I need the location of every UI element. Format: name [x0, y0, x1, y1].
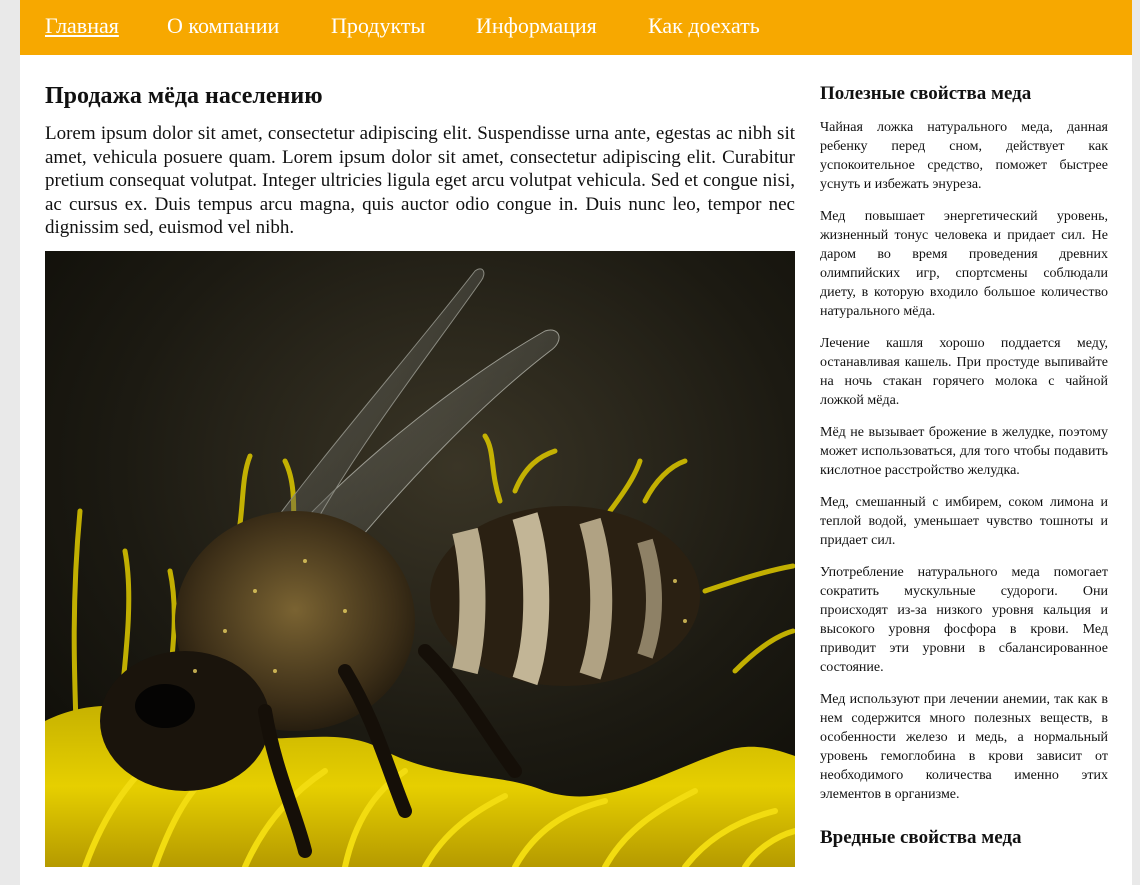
sidebar-paragraph: Мед повышает энергетический уровень, жизненный тонус человека и придает сил. Не даром во время проведения древних олимпийских игр, спортсмены соблюдали диету, в которую входило большое количество натурального мёда.: [820, 209, 1108, 319]
sidebar-title: Полезные свойства меда: [820, 83, 1032, 104]
sidebar-title-harmful: Вредные свойства меда: [820, 827, 1022, 848]
top-nav: [20, 0, 1132, 55]
nav-link-directions[interactable]: Как доехать: [648, 13, 760, 38]
sidebar-paragraph: Чайная ложка натурального меда, данная ребенку перед сном, действует как успокоительное средство, поможет быстрее уснуть и избежать энуреза.: [820, 120, 1108, 192]
sidebar-paragraph: Мед используют при лечении анемии, так как в нем содержится много полезных веществ, в особенности железо и медь, а нормальный уровень гемоглобина в крови зависит от необходимого количества именно этих элементов в организме.: [820, 692, 1108, 802]
main-content: [45, 80, 795, 240]
intro-paragraph: Lorem ipsum dolor sit amet, consectetur adipiscing elit. Suspendisse urna ante, egestas ac nibh sit amet, vehicula posuere quam. Lorem ipsum dolor sit amet, consectetur adipiscing elit. Curabitur pretium consequat volutpat. Integer ultricies ligula eget arcu volutpat vehicula. Sed et congue nisi, ac cursus ex. Duis tempus arcu magna, quis auctor odio congue in. Duis nunc leo, tempor nec dignissim sed, euismod vel nibh.: [45, 123, 795, 238]
page-title: Продажа мёда населению: [45, 83, 323, 109]
nav-link-products[interactable]: Продукты: [331, 13, 426, 38]
nav-link-info[interactable]: Информация: [476, 13, 597, 38]
bee-photo: [45, 251, 795, 867]
sidebar-paragraph: Употребление натурального меда помогает сократить мускульные судороги. Они происходят из-за низкого уровня кальция и высокого уровня фосфора в крови. Мед приводит эти уровни в сбалансированное состояние.: [820, 565, 1108, 675]
sidebar-paragraph: Мёд не вызывает брожение в желудке, поэтому может использоваться, для того чтобы подавить кислотное расстройство желудка.: [820, 425, 1108, 478]
sidebar-paragraph: Лечение кашля хорошо поддается меду, останавливая кашель. При простуде выпивайте на ночь стакан горячего молока с чайной ложкой мёда.: [820, 336, 1108, 408]
nav-link-about[interactable]: О компании: [167, 13, 280, 38]
sidebar-paragraph: Мед, смешанный с имбирем, соком лимона и теплой водой, уменьшает чувство тошноты и придает сил.: [820, 495, 1108, 548]
sidebar: [820, 80, 1108, 852]
page: [20, 0, 1132, 885]
nav-link-home[interactable]: Главная: [45, 13, 119, 38]
